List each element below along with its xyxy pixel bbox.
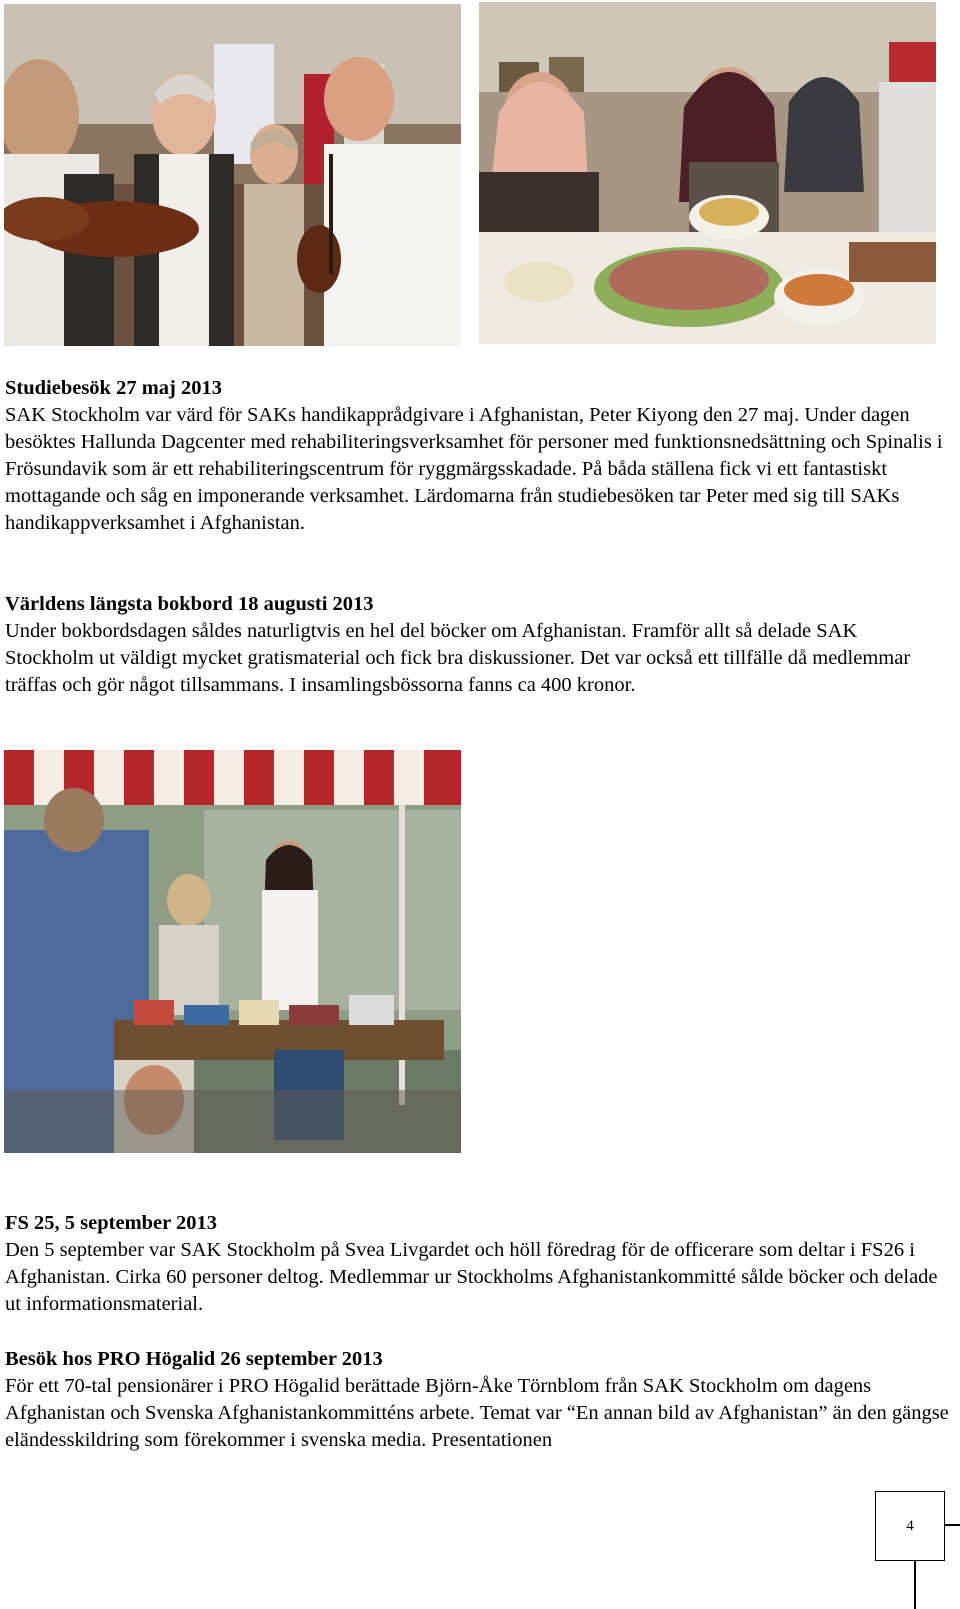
section-heading: FS 25, 5 september 2013 (5, 1212, 218, 1234)
section-body: Den 5 september var SAK Stockholm på Svea Livgardet och höll föredrag för de officerare som deltar i FS26 i Afghanistan. Cirka 60 personer deltog. Medlemmar ur Stockholms Afghanistankommitté sålde böcker och delade ut informationsmaterial. (5, 1239, 938, 1315)
page-corner-line-vertical (914, 1560, 916, 1609)
section-heading: Studiebesök 27 maj 2013 (5, 377, 222, 399)
section-fs25 (5, 1210, 950, 1318)
section-bokbord (5, 591, 950, 699)
section-body: SAK Stockholm var värd för SAKs handikapprådgivare i Afghanistan, Peter Kiyong den 27 maj. Under dagen besöktes Hallunda Dagcenter med rehabiliteringsverksamhet för personer med funktionsnedsättning och Spinalis i Frösundavik som är ett rehabiliteringscentrum för ryggmärgsskadade. På båda ställena fick vi ett fantastiskt mottagande och såg en imponerande verksamhet. Lärdomarna från studiebesöken tar Peter med sig till SAKs handikappverksamhet i Afghanistan. (5, 404, 943, 534)
section-body: För ett 70-tal pensionärer i PRO Högalid berättade Björn-Åke Törnblom från SAK Stockholm om dagens Afghanistan och Svenska Afghanistankommitténs arbete. Temat var “En annan bild av Afghanistan” än den gängse eländesskildring som förekommer i svenska media. Presentationen (5, 1375, 949, 1451)
page-number-box (875, 1491, 945, 1561)
section-pro-hogalid (5, 1346, 950, 1454)
photo-book-table (4, 750, 461, 1153)
photo-buffet (479, 2, 936, 344)
page-corner-line-horizontal (944, 1524, 960, 1526)
photo-musicians (4, 4, 461, 346)
section-heading: Världens längsta bokbord 18 augusti 2013 (5, 593, 374, 615)
section-heading: Besök hos PRO Högalid 26 september 2013 (5, 1348, 383, 1370)
section-studiebesok (5, 375, 950, 537)
section-body: Under bokbordsdagen såldes naturligtvis en hel del böcker om Afghanistan. Framför allt så delade SAK Stockholm ut väldigt mycket gratismaterial och fick bra diskussioner. Det var också ett tillfälle då medlemmar träffas och gör något tillsammans. I insamlingsbössorna fanns ca 400 kronor. (5, 620, 911, 696)
page-number: 4 (906, 1517, 914, 1534)
